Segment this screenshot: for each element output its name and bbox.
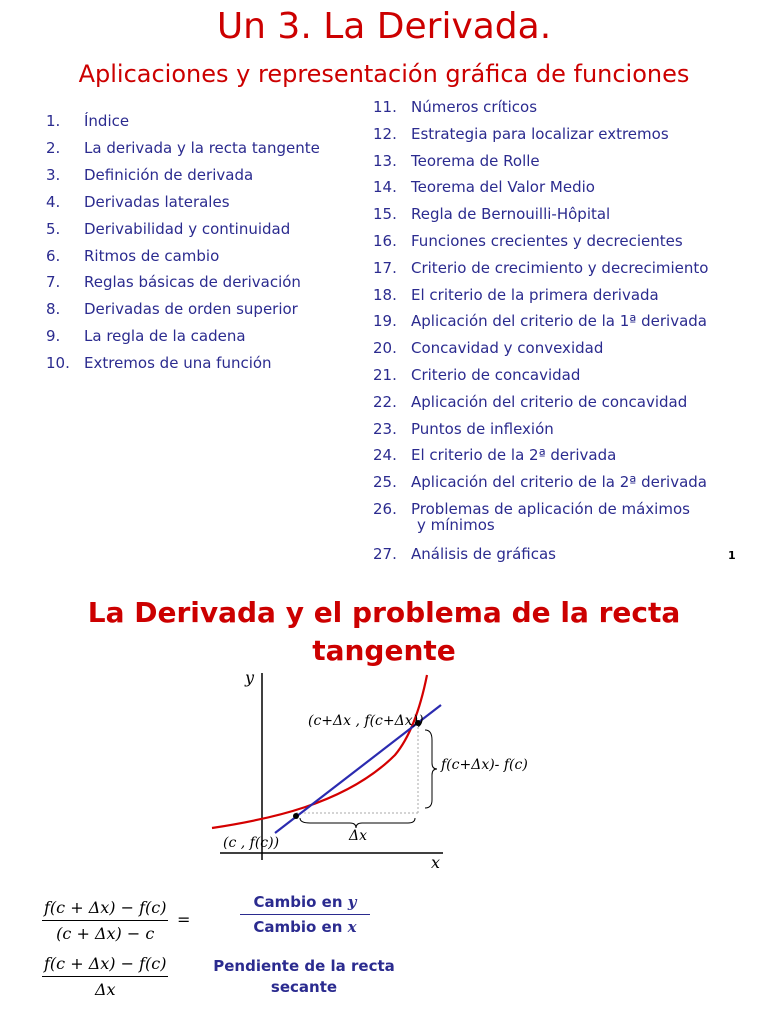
toc-item-label: Estrategia para localizar extremos bbox=[411, 124, 669, 143]
toc-item-label-continued: y mínimos bbox=[417, 516, 495, 534]
toc-item-number: 10. bbox=[46, 354, 70, 373]
toc-item-label: La regla de la cadena bbox=[84, 327, 246, 346]
toc-item-label: Números críticos bbox=[411, 98, 538, 116]
x-axis-label: x bbox=[431, 853, 441, 872]
toc-item-number: 3. bbox=[46, 165, 61, 184]
toc-item-label: Aplicación del criterio de la 1ª derivada bbox=[411, 312, 707, 331]
toc-item-number: 18. bbox=[373, 285, 397, 304]
toc-item-number: 26. bbox=[373, 500, 397, 518]
y-axis-label: y bbox=[245, 668, 255, 687]
vertical-change-brace bbox=[425, 730, 437, 808]
toc-item-number: 25. bbox=[373, 473, 397, 492]
toc-item-label: El criterio de la primera derivada bbox=[411, 285, 659, 304]
toc-item-number: 8. bbox=[46, 300, 61, 319]
toc-item-label: Aplicación del criterio de la 2ª derivada bbox=[411, 473, 707, 492]
toc-item-label: Extremos de una función bbox=[84, 354, 272, 373]
horizontal-change-brace bbox=[300, 818, 415, 828]
toc-item-label: Derivadas laterales bbox=[84, 192, 230, 211]
toc-item-label: El criterio de la 2ª derivada bbox=[411, 446, 617, 465]
slide-subtitle: Aplicaciones y representación gráfica de funciones bbox=[78, 60, 690, 88]
formula2-numerator: f(c + Δx) − f(c) bbox=[42, 954, 168, 977]
section-title bbox=[0, 594, 768, 670]
toc-item-number: 13. bbox=[373, 151, 397, 170]
equals-sign: = bbox=[177, 910, 191, 929]
point-lower-label: (c , f(c)) bbox=[223, 835, 280, 851]
formula2-denominator: Δx bbox=[94, 980, 116, 999]
toc-item-number: 15. bbox=[373, 205, 397, 224]
formula1-numerator: f(c + Δx) − f(c) bbox=[42, 898, 168, 921]
section-title-line1: La Derivada y el problema de la recta bbox=[87, 596, 681, 629]
toc-item-number: 9. bbox=[46, 327, 61, 346]
toc-item-number: 19. bbox=[373, 312, 397, 331]
function-curve bbox=[212, 675, 427, 828]
toc-item-label: Índice bbox=[84, 112, 130, 130]
toc-item-number: 27. bbox=[373, 544, 397, 563]
toc-item-number: 11. bbox=[373, 98, 397, 116]
toc-item-label: Criterio de crecimiento y decrecimiento bbox=[411, 258, 709, 277]
toc-item-label: La derivada y la recta tangente bbox=[84, 138, 320, 157]
toc-item-number: 17. bbox=[373, 258, 397, 277]
change-in-x: Cambio en x bbox=[253, 918, 357, 936]
toc-item-number: 6. bbox=[46, 246, 61, 265]
toc-item-number: 1. bbox=[46, 112, 61, 130]
formula1-denominator: (c + Δx) − c bbox=[56, 924, 155, 943]
toc-item-number: 2. bbox=[46, 138, 61, 157]
toc-item-label: Funciones crecientes y decrecientes bbox=[411, 232, 683, 250]
toc-item-number: 23. bbox=[373, 419, 397, 438]
horizontal-change-label: Δx bbox=[349, 828, 368, 844]
toc-item-label: Definición de derivada bbox=[84, 165, 254, 184]
toc-item-label: Aplicación del criterio de concavidad bbox=[411, 392, 688, 411]
toc-item-label: Concavidad y convexidad bbox=[411, 339, 604, 358]
toc-item-label: Teorema de Rolle bbox=[411, 151, 540, 170]
toc-item-label: Derivadas de orden superior bbox=[84, 300, 298, 319]
toc-item-number: 14. bbox=[373, 178, 397, 197]
point-upper-label: (c+Δx , f(c+Δx)) bbox=[308, 713, 424, 729]
secant-slope-line1: Pendiente de la recta bbox=[213, 957, 395, 975]
vertical-change-label: f(c+Δx)- f(c) bbox=[441, 757, 528, 773]
secant-slope-line2: secante bbox=[270, 978, 338, 996]
toc-item-label: Teorema del Valor Medio bbox=[411, 178, 595, 197]
toc-item-number: 5. bbox=[46, 219, 61, 238]
toc-item-number: 24. bbox=[373, 446, 397, 465]
point-c bbox=[293, 813, 299, 819]
toc-item-label: Puntos de inflexión bbox=[411, 419, 554, 438]
toc-item-number: 22. bbox=[373, 392, 397, 411]
toc-item-number: 20. bbox=[373, 339, 397, 358]
toc-item-label: Derivabilidad y continuidad bbox=[84, 219, 291, 238]
toc-item-number: 7. bbox=[46, 273, 61, 292]
difference-quotient-formula bbox=[42, 898, 168, 943]
toc-item-number: 12. bbox=[373, 124, 397, 143]
toc-item-label: Reglas básicas de derivación bbox=[84, 273, 301, 292]
toc-item-label: Regla de Bernouilli-Hôpital bbox=[411, 205, 611, 224]
secant-slope-caption bbox=[200, 956, 408, 998]
toc-item-number: 16. bbox=[373, 232, 397, 250]
slide-title: Un 3. La Derivada. bbox=[216, 6, 552, 47]
change-ratio bbox=[240, 893, 370, 936]
change-in-y: Cambio en y bbox=[240, 893, 370, 915]
toc-item-label: Criterio de concavidad bbox=[411, 366, 581, 384]
toc-item-label: Ritmos de cambio bbox=[84, 246, 220, 265]
simplified-quotient-formula bbox=[42, 954, 168, 999]
toc-item-number: 21. bbox=[373, 366, 397, 384]
toc-item-number: 4. bbox=[46, 192, 61, 211]
secant-line-graph bbox=[205, 665, 545, 875]
page-number: 1 bbox=[728, 549, 736, 562]
section-title-line2: tangente bbox=[312, 634, 456, 667]
toc-item-label: Análisis de gráficas bbox=[411, 544, 556, 563]
toc-item-label: Problemas de aplicación de máximos bbox=[411, 500, 690, 518]
